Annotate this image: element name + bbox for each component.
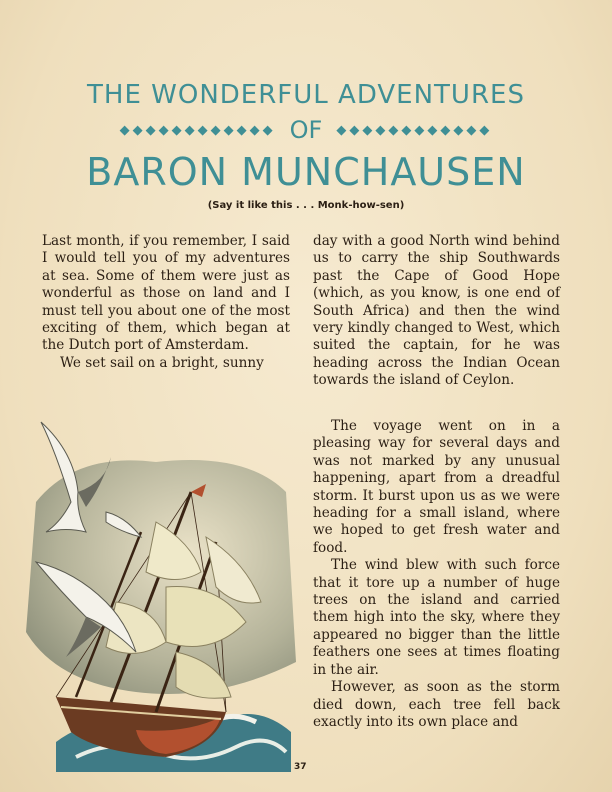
sailing-ship-storm-illustration	[16, 412, 306, 782]
diamond-border-right-icon: ◆◆◆◆◆◆◆◆◆◆◆◆	[336, 122, 493, 138]
right-column-top	[313, 233, 560, 390]
right-column-lower	[313, 418, 560, 731]
right-paragraph-2: The wind blew with such force that it tore up a number of huge trees on the island and carried them high into the sky, where they appeared no bigger than the little feathers one sees at times floating in the air.	[313, 557, 560, 678]
title-line-1: THE WONDERFUL ADVENTURES	[87, 80, 525, 110]
left-column	[42, 233, 290, 372]
title-of: OF	[289, 116, 323, 144]
right-paragraph-continuation: day with a good North wind behind us to carry the ship Southwards past the Cape of Good Hope (which, as you know, is one end of South Africa) and then the wind very kindly changed to West, which suited the captain, for he was heading across the Indian Ocean towards the island of Ceylon.	[313, 233, 560, 389]
diamond-border-left-icon: ◆◆◆◆◆◆◆◆◆◆◆◆	[119, 122, 276, 138]
left-paragraph-1: Last month, if you remember, I said I would tell you of my adventures at sea. Some of them were just as wonderful as those on land and I must tell you about one of the most exciting of them, which began at the Dutch port of Amsterdam.	[42, 233, 290, 354]
page-number: 37	[294, 762, 307, 772]
pronunciation-note: (Say it like this . . . Monk-how-sen)	[207, 200, 405, 211]
right-paragraph-1: The voyage went on in a pleasing way for several days and was not marked by any unusual happening, apart from a dreadful storm. It burst upon us as we were heading for a small island, where we hoped to get fresh water and food.	[313, 418, 560, 556]
left-paragraph-2: We set sail on a bright, sunny	[60, 354, 264, 371]
title-line-3: BARON MUNCHAUSEN	[86, 150, 526, 194]
title-of-row	[60, 116, 552, 144]
right-paragraph-3: However, as soon as the storm died down, each tree fell back exactly into its own place and	[313, 679, 560, 730]
